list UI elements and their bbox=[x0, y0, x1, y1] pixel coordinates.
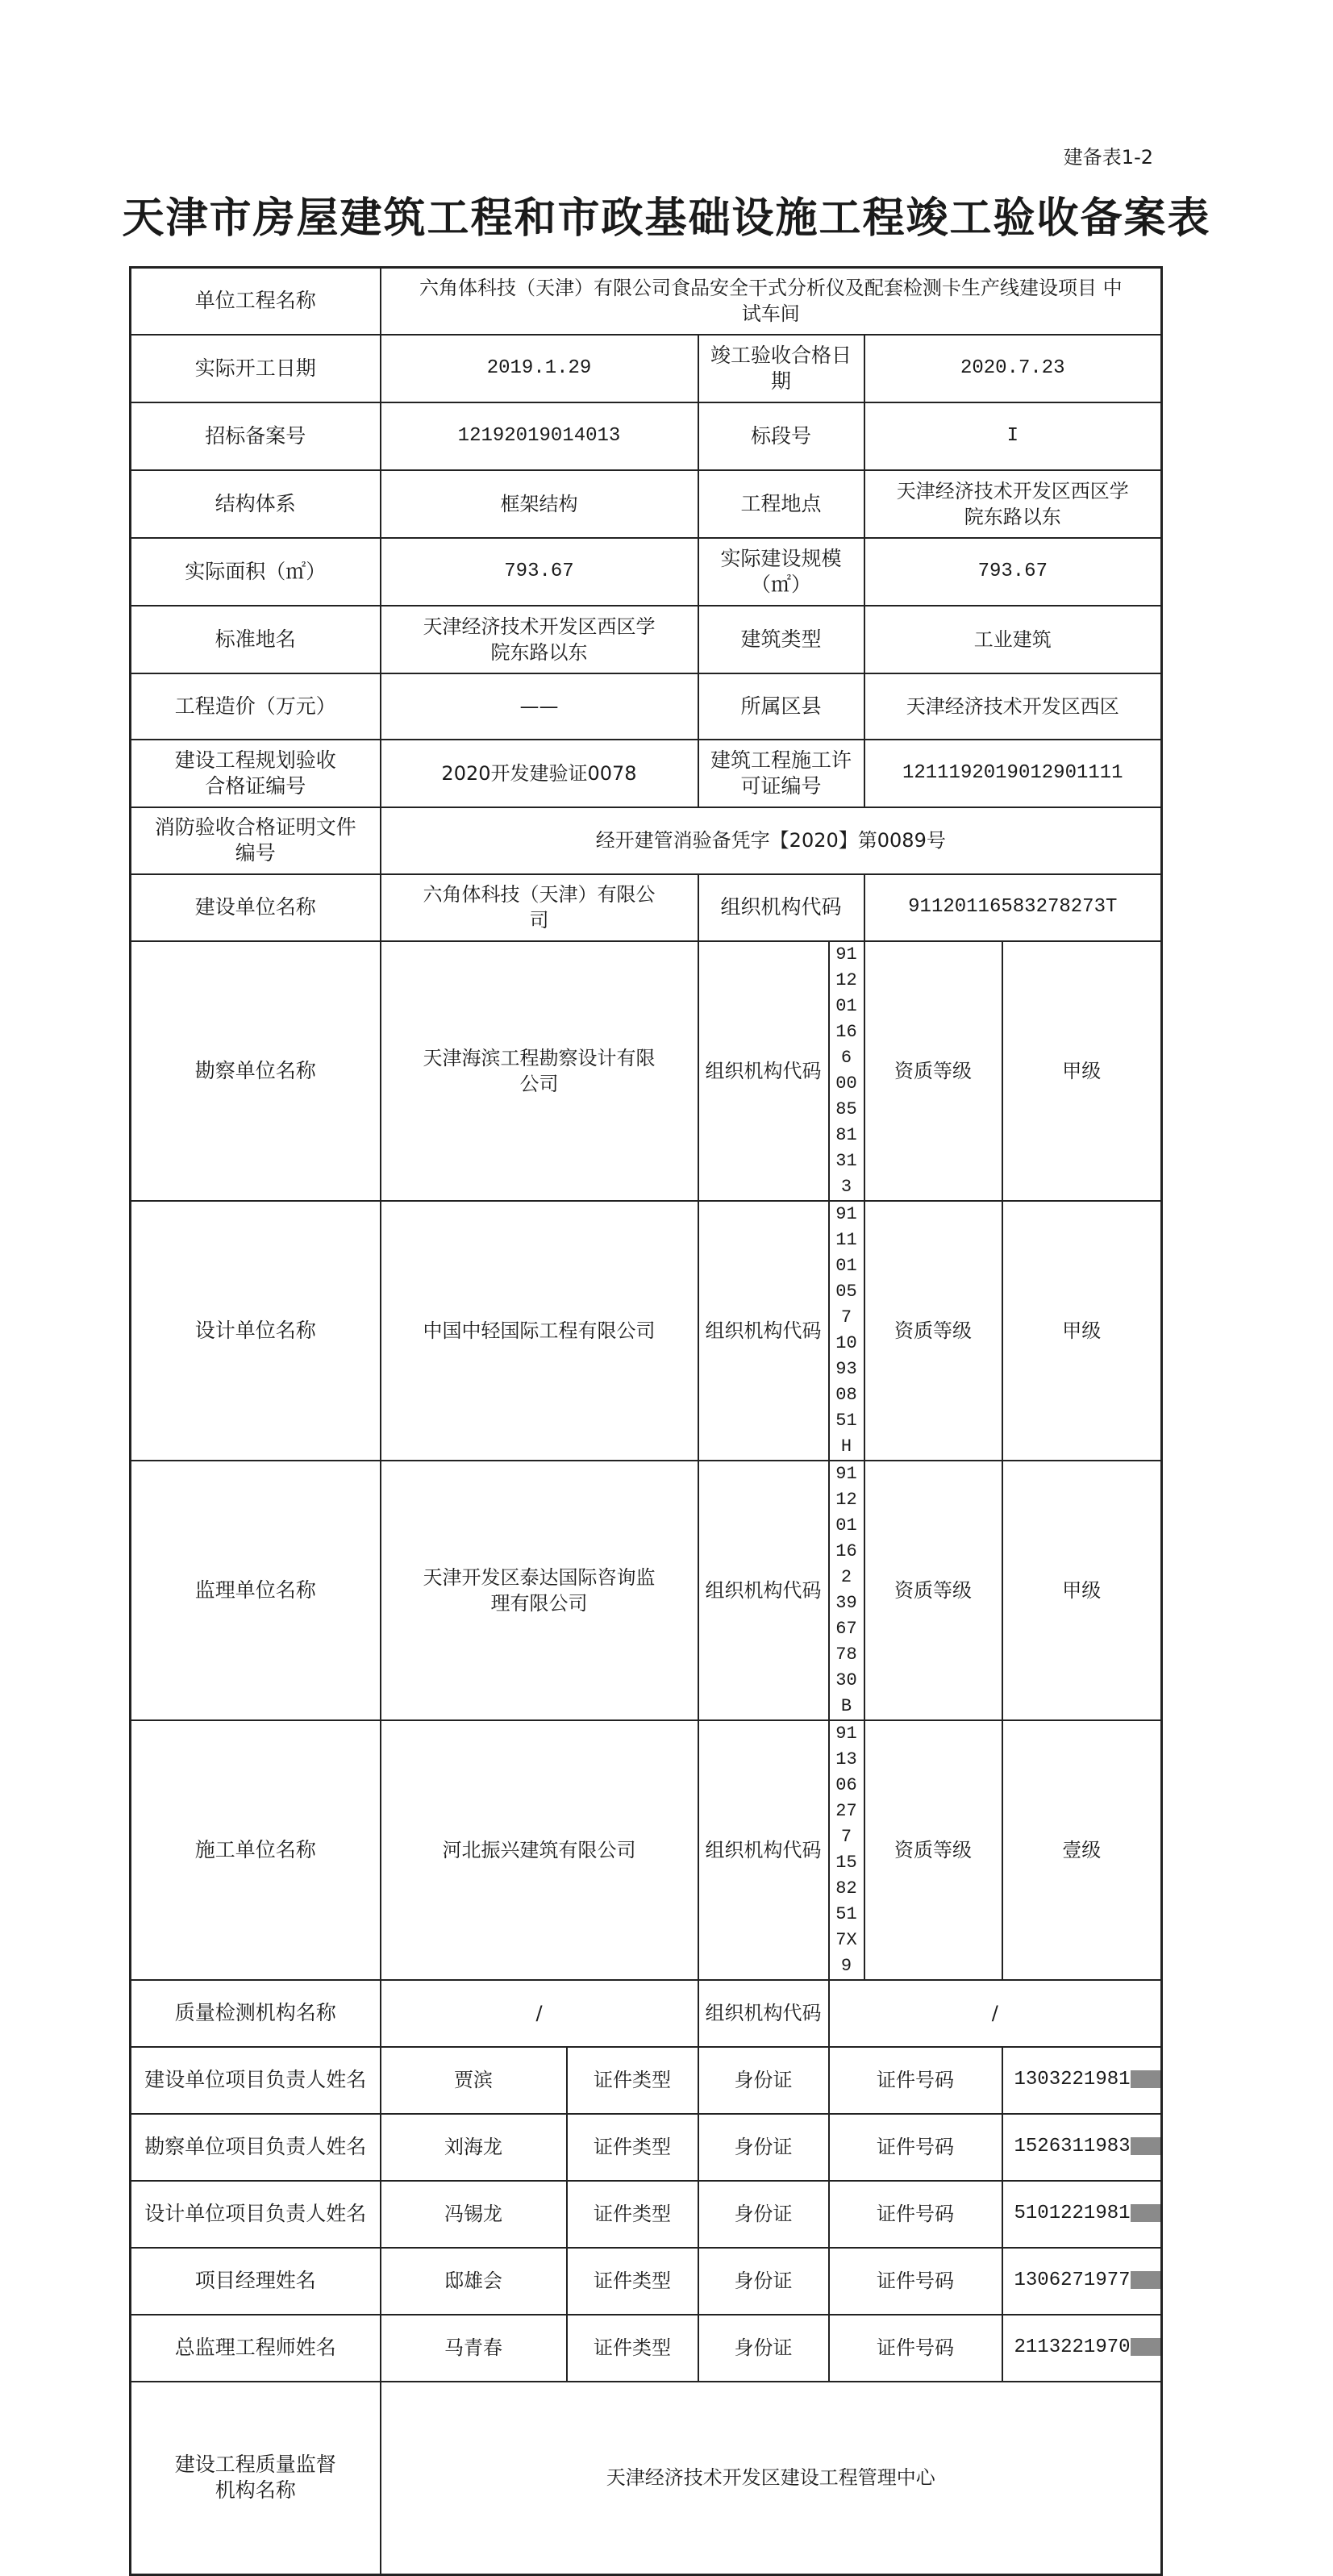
planning-cert-label-line1: 建设工程规划验收 bbox=[174, 748, 336, 772]
org-grade: 甲级 bbox=[1002, 1461, 1162, 1720]
row-org bbox=[131, 1720, 1162, 1980]
location-label: 工程地点 bbox=[698, 470, 864, 538]
org-label: 监理单位名称 bbox=[131, 1461, 381, 1720]
org-code-label: 组织机构代码 bbox=[698, 1720, 829, 1980]
person-idno-label: 证件号码 bbox=[829, 2181, 1002, 2248]
person-idno-label: 证件号码 bbox=[829, 2047, 1002, 2114]
permit-label: 建筑工程施工许可证编号 bbox=[698, 740, 864, 807]
person-label: 勘察单位项目负责人姓名 bbox=[131, 2114, 381, 2181]
page-title: 天津市房屋建筑工程和市政基础设施工程竣工验收备案表 bbox=[122, 194, 1211, 243]
fire-cert-label-line2: 编号 bbox=[235, 841, 276, 865]
row-cost bbox=[131, 673, 1162, 740]
org-name bbox=[381, 941, 698, 1201]
org-grade-label: 资质等级 bbox=[864, 1201, 1002, 1461]
supervision-label-line1: 建设工程质量监督 bbox=[174, 2453, 336, 2477]
location-value bbox=[864, 470, 1162, 538]
fire-cert-value: 经开建管消验备凭字【2020】第0089号 bbox=[381, 807, 1162, 874]
row-planning bbox=[131, 740, 1162, 807]
row-std-address bbox=[131, 606, 1162, 673]
person-name: 邸雄会 bbox=[381, 2248, 567, 2315]
row-unit-project bbox=[131, 268, 1162, 335]
person-label: 设计单位项目负责人姓名 bbox=[131, 2181, 381, 2248]
person-idno: 2113221970 bbox=[1014, 2336, 1131, 2358]
location-value-line1: 天津经济技术开发区西区学 bbox=[896, 479, 1129, 502]
row-fire bbox=[131, 807, 1162, 874]
form-code: 建备表1-2 bbox=[1063, 146, 1153, 169]
cost-label: 工程造价（万元） bbox=[131, 673, 381, 740]
person-label: 项目经理姓名 bbox=[131, 2248, 381, 2315]
row-testing bbox=[131, 1980, 1162, 2047]
org-name bbox=[381, 1461, 698, 1720]
org-code bbox=[829, 1720, 864, 1980]
row-org bbox=[131, 941, 1162, 1201]
redaction-block bbox=[1131, 2070, 1162, 2088]
redaction-block bbox=[1131, 2271, 1162, 2289]
start-date-value: 2019.1.29 bbox=[381, 335, 698, 402]
person-idno-label: 证件号码 bbox=[829, 2315, 1002, 2382]
org-name-line1: 中国中轻国际工程有限公司 bbox=[423, 1319, 656, 1342]
person-idtype-label: 证件类型 bbox=[567, 2315, 698, 2382]
supervision-label bbox=[131, 2382, 381, 2575]
redaction-block bbox=[1131, 2137, 1162, 2155]
row-structure bbox=[131, 470, 1162, 538]
person-idno-cell bbox=[1002, 2248, 1162, 2315]
unit-project-value-line2: 试车间 bbox=[741, 302, 800, 326]
row-dates bbox=[131, 335, 1162, 402]
builder-code-label: 组织机构代码 bbox=[698, 874, 864, 941]
row-bid bbox=[131, 402, 1162, 470]
testing-code: / bbox=[829, 1980, 1162, 2047]
person-idtype-label: 证件类型 bbox=[567, 2181, 698, 2248]
person-idno: 1306271977 bbox=[1014, 2270, 1131, 2291]
org-code-line2: 10930851H bbox=[835, 1332, 857, 1457]
org-code-line1: 911201166 bbox=[835, 944, 857, 1068]
building-type-value: 工业建筑 bbox=[864, 606, 1162, 673]
cost-value: —— bbox=[381, 673, 698, 740]
person-idtype-label: 证件类型 bbox=[567, 2248, 698, 2315]
acceptance-date-value: 2020.7.23 bbox=[864, 335, 1162, 402]
org-grade-label: 资质等级 bbox=[864, 1720, 1002, 1980]
org-code-line2: 008581313 bbox=[835, 1073, 857, 1197]
person-name: 刘海龙 bbox=[381, 2114, 567, 2181]
org-name-line1: 天津开发区泰达国际咨询监 bbox=[423, 1565, 656, 1589]
location-value-line2: 院东路以东 bbox=[964, 505, 1061, 528]
planning-cert-value: 2020开发建验证0078 bbox=[381, 740, 698, 807]
org-code bbox=[829, 1201, 864, 1461]
org-name bbox=[381, 1720, 698, 1980]
person-idno-cell bbox=[1002, 2047, 1162, 2114]
row-person bbox=[131, 2181, 1162, 2248]
row-person bbox=[131, 2114, 1162, 2181]
row-area bbox=[131, 538, 1162, 606]
redaction-block bbox=[1131, 2204, 1162, 2222]
org-code-label: 组织机构代码 bbox=[698, 1201, 829, 1461]
org-name-line1: 河北振兴建筑有限公司 bbox=[442, 1838, 636, 1861]
org-code-line1: 911101057 bbox=[835, 1203, 857, 1328]
acceptance-date-label: 竣工验收合格日期 bbox=[698, 335, 864, 402]
area-value: 793.67 bbox=[381, 538, 698, 606]
person-idtype: 身份证 bbox=[698, 2114, 829, 2181]
start-date-label: 实际开工日期 bbox=[131, 335, 381, 402]
person-idtype: 身份证 bbox=[698, 2248, 829, 2315]
district-value: 天津经济技术开发区西区 bbox=[864, 673, 1162, 740]
planning-cert-label bbox=[131, 740, 381, 807]
bid-record-value: 12192019014013 bbox=[381, 402, 698, 470]
person-idtype-label: 证件类型 bbox=[567, 2047, 698, 2114]
supervision-label-line2: 机构名称 bbox=[215, 2478, 296, 2503]
std-address-value bbox=[381, 606, 698, 673]
person-idno-label: 证件号码 bbox=[829, 2248, 1002, 2315]
org-code bbox=[829, 1461, 864, 1720]
person-name: 冯锡龙 bbox=[381, 2181, 567, 2248]
person-idno: 1303221981 bbox=[1014, 2069, 1131, 2090]
testing-name: / bbox=[381, 1980, 698, 2047]
person-idno: 1526311983 bbox=[1014, 2136, 1131, 2157]
person-name: 马青春 bbox=[381, 2315, 567, 2382]
planning-cert-label-line2: 合格证编号 bbox=[205, 773, 306, 798]
area-label: 实际面积（㎡） bbox=[131, 538, 381, 606]
structure-value: 框架结构 bbox=[381, 470, 698, 538]
org-code-label: 组织机构代码 bbox=[698, 941, 829, 1201]
row-person bbox=[131, 2047, 1162, 2114]
org-code bbox=[829, 941, 864, 1201]
org-code-line2: 1582517X9 bbox=[835, 1852, 857, 1976]
district-label: 所属区县 bbox=[698, 673, 864, 740]
builder-name-line1: 六角体科技（天津）有限公 bbox=[423, 883, 656, 906]
fire-cert-label bbox=[131, 807, 381, 874]
unit-project-label: 单位工程名称 bbox=[131, 268, 381, 335]
building-type-label: 建筑类型 bbox=[698, 606, 864, 673]
person-label: 建设单位项目负责人姓名 bbox=[131, 2047, 381, 2114]
person-idno-cell bbox=[1002, 2181, 1162, 2248]
row-org bbox=[131, 1461, 1162, 1720]
row-person bbox=[131, 2248, 1162, 2315]
org-grade-label: 资质等级 bbox=[864, 941, 1002, 1201]
std-address-value-line1: 天津经济技术开发区西区学 bbox=[423, 615, 656, 638]
row-builder bbox=[131, 874, 1162, 941]
person-name: 贾滨 bbox=[381, 2047, 567, 2114]
person-idno-label: 证件号码 bbox=[829, 2114, 1002, 2181]
std-address-value-line2: 院东路以东 bbox=[490, 640, 588, 664]
std-address-label: 标准地名 bbox=[131, 606, 381, 673]
scale-label: 实际建设规模（㎡） bbox=[698, 538, 864, 606]
fire-cert-label-line1: 消防验收合格证明文件 bbox=[154, 815, 356, 839]
org-name-line2: 理有限公司 bbox=[490, 1591, 588, 1615]
org-code-line1: 911201162 bbox=[835, 1463, 857, 1587]
org-label: 设计单位名称 bbox=[131, 1201, 381, 1461]
person-idtype: 身份证 bbox=[698, 2315, 829, 2382]
person-idtype-label: 证件类型 bbox=[567, 2114, 698, 2181]
org-name bbox=[381, 1201, 698, 1461]
org-grade: 壹级 bbox=[1002, 1720, 1162, 1980]
person-idno-cell bbox=[1002, 2315, 1162, 2382]
unit-project-value-line1: 六角体科技（天津）有限公司食品安全干式分析仪及配套检测卡生产线建设项目 中 bbox=[419, 277, 1123, 300]
row-person bbox=[131, 2315, 1162, 2382]
person-idtype: 身份证 bbox=[698, 2047, 829, 2114]
org-code-label: 组织机构代码 bbox=[698, 1461, 829, 1720]
person-idno-cell bbox=[1002, 2114, 1162, 2181]
person-idno: 5101221981 bbox=[1014, 2203, 1131, 2224]
org-name-line2: 公司 bbox=[519, 1072, 559, 1095]
builder-code: 91120116583278273T bbox=[864, 874, 1162, 941]
testing-label: 质量检测机构名称 bbox=[131, 1980, 381, 2047]
unit-project-value bbox=[381, 268, 1162, 335]
redaction-block bbox=[1131, 2338, 1162, 2356]
org-label: 施工单位名称 bbox=[131, 1720, 381, 1980]
org-code-line2: 39677830B bbox=[835, 1592, 857, 1716]
bid-record-label: 招标备案号 bbox=[131, 402, 381, 470]
testing-code-label: 组织机构代码 bbox=[698, 1980, 829, 2047]
org-label: 勘察单位名称 bbox=[131, 941, 381, 1201]
org-code-line1: 911306277 bbox=[835, 1723, 857, 1847]
builder-label: 建设单位名称 bbox=[131, 874, 381, 941]
person-label: 总监理工程师姓名 bbox=[131, 2315, 381, 2382]
row-supervision bbox=[131, 2382, 1162, 2575]
permit-value: 1211192019012901111 bbox=[864, 740, 1162, 807]
section-label: 标段号 bbox=[698, 402, 864, 470]
org-name-line1: 天津海滨工程勘察设计有限 bbox=[423, 1046, 656, 1069]
scale-value: 793.67 bbox=[864, 538, 1162, 606]
structure-label: 结构体系 bbox=[131, 470, 381, 538]
section-value: I bbox=[864, 402, 1162, 470]
row-org bbox=[131, 1201, 1162, 1461]
org-grade: 甲级 bbox=[1002, 1201, 1162, 1461]
org-grade-label: 资质等级 bbox=[864, 1461, 1002, 1720]
person-idtype: 身份证 bbox=[698, 2181, 829, 2248]
record-table bbox=[129, 266, 1163, 2576]
org-grade: 甲级 bbox=[1002, 941, 1162, 1201]
supervision-value: 天津经济技术开发区建设工程管理中心 bbox=[381, 2382, 1162, 2575]
builder-name-line2: 司 bbox=[529, 909, 549, 932]
builder-name bbox=[381, 874, 698, 941]
